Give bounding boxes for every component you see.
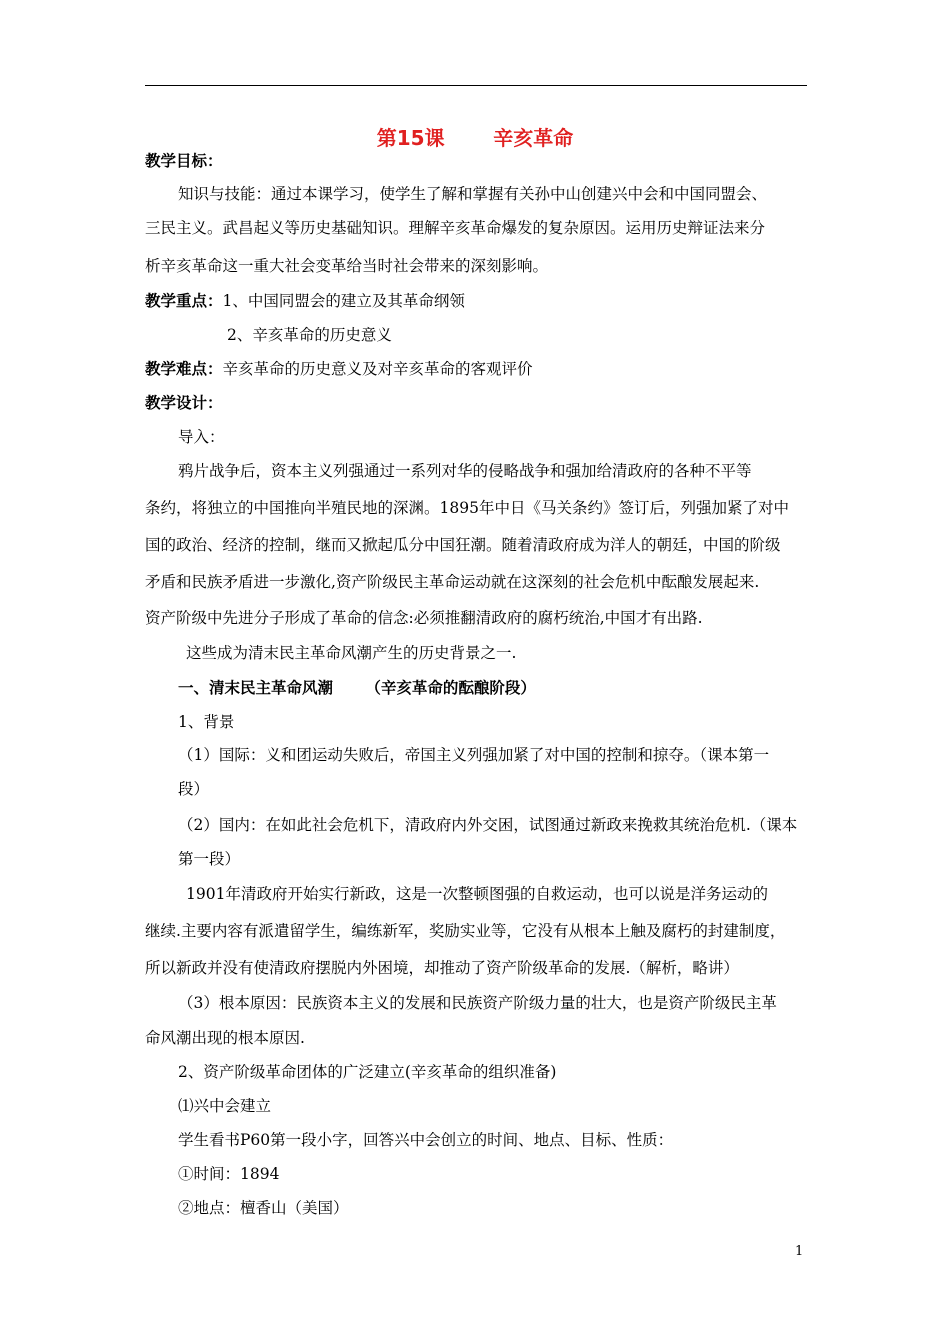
- intro-summary: 这些成为清末民主革命风潮产生的历史背景之一.: [186, 644, 517, 662]
- newpolicy-line-1: 1901年清政府开始实行新政，这是一次整顿图强的自救运动，也可以说是洋务运动的: [186, 885, 768, 903]
- root-cause-line-2: 命风潮出现的根本原因.: [145, 1029, 305, 1047]
- xingzhonghui-task: 学生看书P60第一段小字，回答兴中会创立的时间、地点、目标、性质：: [178, 1131, 674, 1149]
- keypoint-1: 1、中国同盟会的建立及其革命纲领: [222, 292, 465, 310]
- background-label: 1、背景: [178, 713, 235, 731]
- part1-heading: 一、清末民主革命风潮 （辛亥革命的酝酿阶段）: [178, 679, 536, 697]
- international-line-2: 段）: [178, 780, 210, 798]
- newpolicy-line-3: 所以新政并没有使清政府摆脱内外困境，却推动了资产阶级革命的发展.（解析，略讲）: [145, 959, 739, 977]
- intro-line-3: 国的政治、经济的控制，继而又掀起瓜分中国狂潮。随着清政府成为洋人的朝廷，中国的阶级: [145, 536, 781, 554]
- keypoints-row: [145, 291, 465, 311]
- objectives-line-3: 析辛亥革命这一重大社会变革给当时社会带来的深刻影响。: [145, 257, 549, 275]
- difficulty-label: 教学难点：: [145, 360, 223, 378]
- keypoints-label: 教学重点：: [145, 292, 223, 310]
- xingzhonghui-label: ⑴兴中会建立: [178, 1097, 272, 1115]
- difficulty-row: [145, 359, 533, 379]
- domestic-line-1: （2）国内：在如此社会危机下，清政府内外交困，试图通过新政来挽救其统治危机.（课本: [178, 816, 798, 834]
- xingzhonghui-time: ①时间：1894: [178, 1165, 280, 1183]
- domestic-line-2: 第一段）: [178, 850, 241, 868]
- header-rule: [145, 85, 807, 86]
- page-number: 1: [795, 1244, 804, 1259]
- design-label: 教学设计：: [145, 394, 223, 412]
- xingzhonghui-place: ②地点：檀香山（美国）: [178, 1199, 349, 1217]
- international-line-1: （1）国际：义和团运动失败后，帝国主义列强加紧了对中国的控制和掠夺。（课本第一: [178, 746, 770, 764]
- keypoint-2: 2、辛亥革命的历史意义: [227, 326, 392, 344]
- objectives-label: 教学目标：: [145, 152, 223, 170]
- root-cause-line-1: （3）根本原因：民族资本主义的发展和民族资产阶级力量的壮大，也是资产阶级民主革: [178, 994, 777, 1012]
- intro-line-2: 条约，将独立的中国推向半殖民地的深渊。1895年中日《马关条约》签订后，列强加紧了对中: [145, 499, 789, 517]
- intro-label: 导入：: [178, 428, 225, 446]
- difficulty-text: 辛亥革命的历史意义及对辛亥革命的客观评价: [222, 360, 533, 378]
- objectives-line-1: 知识与技能：通过本课学习，使学生了解和掌握有关孙中山创建兴中会和中国同盟会、: [178, 185, 768, 203]
- intro-line-4: 矛盾和民族矛盾进一步激化,资产阶级民主革命运动就在这深刻的社会危机中酝酿发展起来.: [145, 573, 760, 591]
- intro-line-1: 鸦片战争后，资本主义列强通过一系列对华的侵略战争和强加给清政府的各种不平等: [178, 462, 752, 480]
- groups-label: 2、资产阶级革命团体的广泛建立(辛亥革命的组织准备): [178, 1063, 557, 1081]
- newpolicy-line-2: 继续.主要内容有派遣留学生，编练新军，奖励实业等，它没有从根本上触及腐朽的封建制度，: [145, 922, 786, 940]
- intro-line-5: 资产阶级中先进分子形成了革命的信念:必须推翻清政府的腐朽统治,中国才有出路.: [145, 609, 703, 627]
- objectives-line-2: 三民主义。武昌起义等历史基础知识。理解辛亥革命爆发的复杂原因。运用历史辩证法来分: [145, 219, 766, 237]
- lesson-title: 第15课 辛亥革命: [376, 126, 574, 150]
